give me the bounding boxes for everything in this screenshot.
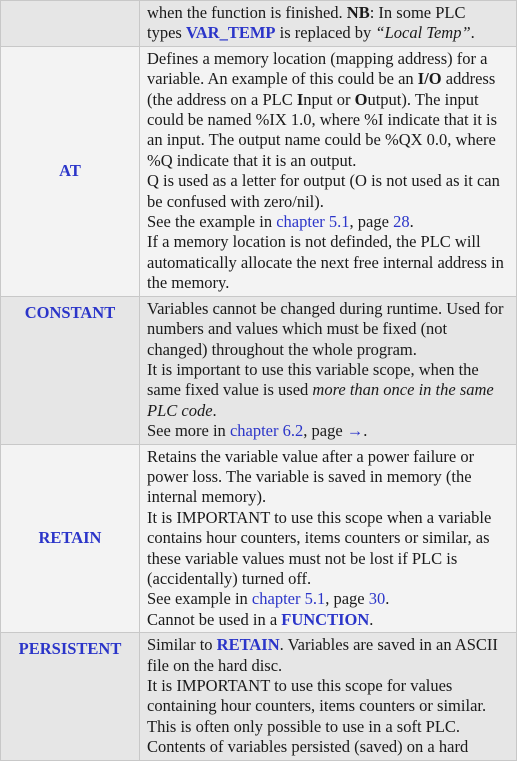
page-arrow-link[interactable]: → — [346, 421, 364, 441]
chapter-link[interactable]: chapter 6.2 — [229, 421, 304, 441]
paragraph: If a memory location is not definded, the PLC will automatically allocate the next free internal address in the memory. — [147, 232, 504, 293]
text: . Variables are saved in an ASCII file on the hard disc. — [147, 635, 498, 675]
chapter-link[interactable]: chapter 5.1 — [276, 212, 350, 232]
text: . — [470, 23, 475, 43]
table-row — [1, 1, 517, 47]
paragraph: Retains the variable value after a power failure or power loss. The variable is saved in memory (the internal memory). — [147, 446, 475, 507]
text: nput or — [303, 89, 355, 109]
text: utput). The input could be named %IX 1.0, where %I indicate that it is an input. The output name could be %QX 0.0, where %Q indicate that it is an output. — [147, 89, 498, 170]
bold-letter: O — [354, 89, 368, 109]
text: See the example in — [147, 212, 277, 232]
table-row-persistent — [1, 633, 517, 760]
keyword-retain: RETAIN — [1, 444, 140, 633]
paragraph: Contents of variables persisted (saved) on a hard — [147, 737, 469, 757]
text: is replaced by — [275, 23, 376, 43]
text: when the function is finished. — [147, 3, 347, 22]
table-row-constant — [1, 296, 517, 444]
table-row-at — [1, 46, 517, 296]
text: See example in — [147, 589, 252, 609]
nb-label: NB — [346, 3, 370, 22]
keyword-cell-empty — [1, 1, 140, 47]
page-link[interactable]: 30 — [368, 589, 386, 609]
text: Defines a memory location (mapping address) for a variable. An example of this could be an — [147, 48, 488, 89]
text: It is important to use this variable scope, when the same fixed value is used — [147, 359, 479, 400]
description-cell — [140, 46, 517, 296]
text: , page — [325, 589, 369, 609]
text: address (the address on a PLC — [147, 69, 496, 109]
description-cell — [140, 296, 517, 444]
text: . — [369, 609, 374, 629]
keyword-persistent: PERSISTENT — [1, 633, 140, 760]
text: . — [409, 212, 414, 232]
paragraph: Q is used as a letter for output (O is not used as it can be confused with zero/nil). — [147, 171, 500, 211]
text: See more in — [147, 421, 230, 441]
text: Cannot be used in a — [147, 609, 282, 629]
table-row-retain — [1, 444, 517, 633]
local-temp-text: “Local Temp” — [375, 23, 471, 43]
text: , page — [303, 421, 347, 441]
keyword-retain-ref: RETAIN — [216, 635, 280, 655]
text: . — [363, 421, 368, 441]
chapter-link[interactable]: chapter 5.1 — [251, 589, 326, 609]
emphasis-text: more than once in the same PLC code — [147, 380, 494, 420]
text: . — [385, 589, 390, 609]
description-cell — [140, 633, 517, 760]
paragraph: It is IMPORTANT to use this scope for values containing hour counters, items counters or similar. This is often only possible to use in a soft PLC. — [147, 676, 487, 736]
text: types — [147, 23, 186, 43]
text: . — [212, 400, 217, 420]
bold-letter: I — [296, 89, 304, 109]
text: Similar to — [147, 635, 217, 655]
description-cell — [140, 444, 517, 633]
paragraph: It is IMPORTANT to use this scope when a variable contains hour counters, items counters or similar, as these variable values must not be lost if PLC is (accidentally) turned off. — [147, 507, 492, 588]
text: : In some PLC — [369, 3, 466, 22]
keyword-at: AT — [1, 46, 140, 296]
text: , page — [349, 212, 394, 232]
paragraph: Variables cannot be changed during runtime. Used for numbers and values which must be fixed (not changed) throughout the whole program. — [147, 298, 504, 359]
keyword-constant: CONSTANT — [1, 296, 140, 444]
io-text: I/O — [417, 69, 442, 89]
page-link[interactable]: 28 — [393, 212, 410, 232]
keyword-var-temp: VAR_TEMP — [185, 23, 276, 43]
description-cell — [140, 1, 517, 47]
keyword-function: FUNCTION — [281, 609, 370, 629]
